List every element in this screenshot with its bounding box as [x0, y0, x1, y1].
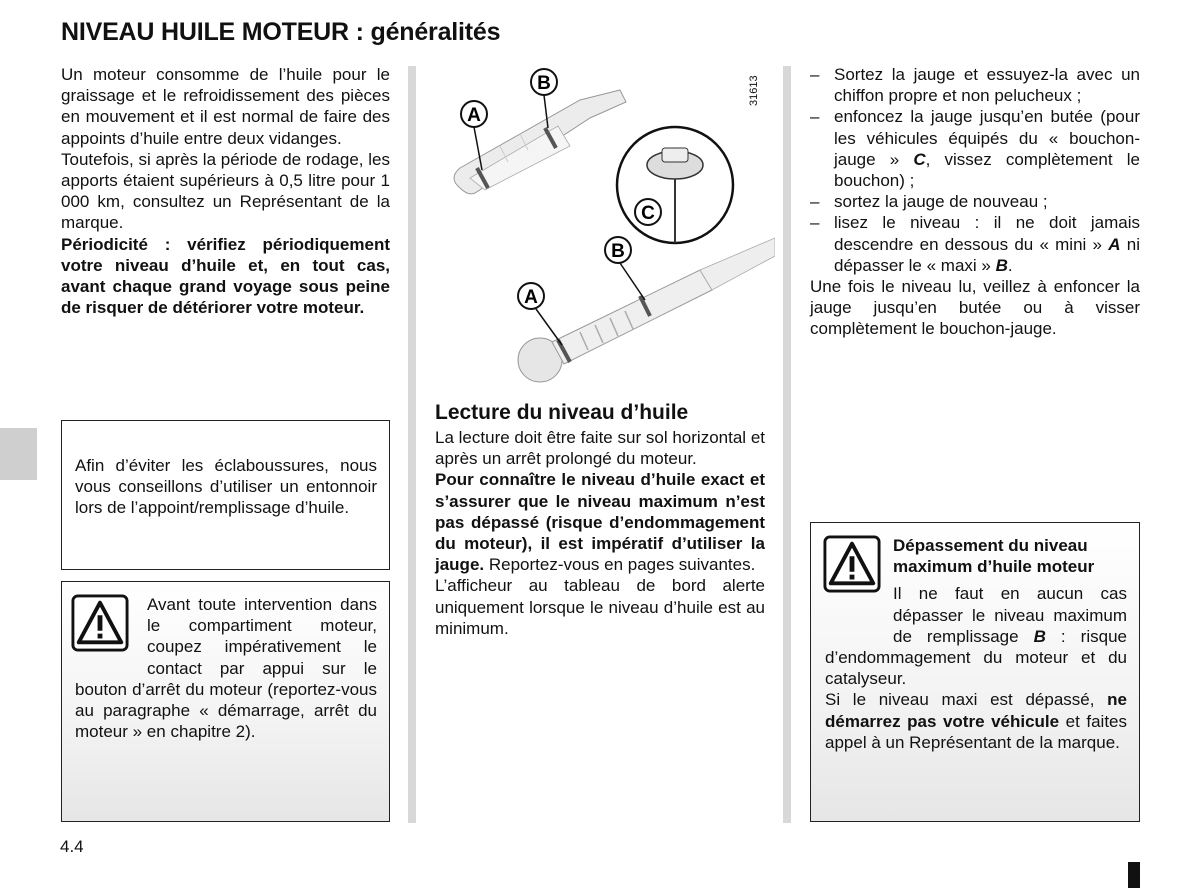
label-b-bottom: B — [611, 241, 625, 262]
warning-box-left — [61, 581, 390, 822]
page-number: 4.4 — [60, 837, 84, 856]
lower-dipstick — [518, 238, 775, 382]
label-b-top: B — [537, 73, 551, 94]
step-4: – lisez le niveau : il ne doit jamais descendre en dessous du « mini » A ni dépasser le « maxi » B. — [810, 213, 1140, 275]
warning-right-p2: Si le niveau maxi est dépassé, ne démarrez pas votre véhicule et faites appel à un Représentant de la marque. — [825, 690, 1127, 752]
after-reading-paragraph: Une fois le niveau lu, veillez à enfoncer la jauge jusqu’en butée ou à visser complètement le bouchon-jauge. — [810, 277, 1140, 339]
dipstick-cap-detail — [617, 127, 733, 243]
note-box — [61, 420, 390, 570]
step-2: – enfoncez la jauge jusqu’en butée (pour les véhicules équipés du « bouchon-jauge » C, vissez complètement le bouchon) ; — [810, 107, 1140, 191]
warning-right-title: Dépassement du niveau maximum d’huile moteur — [893, 536, 1095, 577]
column-divider-right — [783, 66, 791, 823]
warning-text-right — [825, 535, 1127, 753]
left-column-text — [61, 64, 390, 318]
label-a-top: A — [467, 105, 481, 126]
label-a-bottom: A — [524, 287, 538, 308]
reading-paragraph-3: L’afficheur au tableau de bord alerte uniquement lorsque le niveau d’huile est au minimum. — [435, 576, 765, 638]
reading-heading: Lecture du niveau d’huile — [435, 401, 689, 424]
reading-paragraph-1: La lecture doit être faite sur sol horizontal et après un arrêt prolongé du moteur. — [435, 428, 765, 469]
warning-text-left: Avant toute intervention dans le compartiment moteur, coupez impérativement le contact par appui sur le bouton d’arrêt du moteur (reportez-vous au paragraphe « démarrage, arrêt du moteur » en chapitre 2). — [75, 595, 377, 742]
middle-column-text — [435, 427, 765, 639]
step-1: – Sortez la jauge et essuyez-la avec un chiffon propre et non pelucheux ; — [810, 65, 1140, 106]
right-column-text — [810, 64, 1140, 340]
page-edge-marker — [1128, 862, 1140, 888]
periodicity-paragraph: Périodicité : vérifiez périodiquement votre niveau d’huile et, en tout cas, avant chaque grand voyage sous peine de risquer de détériorer votre moteur. — [61, 234, 390, 318]
rodage-paragraph: Toutefois, si après la période de rodage, les apports étaient supérieurs à 0,5 litre pour 1 000 km, consultez un Représentant de la marque. — [61, 149, 390, 233]
page-title: NIVEAU HUILE MOTEUR : généralités — [61, 18, 501, 46]
intro-paragraph: Un moteur consomme de l’huile pour le graissage et le refroidissement des pièces en mouvement et il est normal de faire des appoints d’huile entre deux vidanges. — [61, 65, 390, 148]
note-text: Afin d’éviter les éclaboussures, nous vous conseillons d’utiliser un entonnoir lors de l’appoint/remplissage d’huile. — [75, 456, 377, 518]
reading-paragraph-2: Pour connaître le niveau d’huile exact et s’assurer que le niveau maximum n’est pas dépassé (risque d’endommagement du moteur), il est impératif d’utiliser la jauge. Reportez-vous en pages suivantes. — [435, 470, 765, 575]
column-divider-left — [408, 66, 416, 823]
label-c: C — [641, 203, 655, 224]
dipstick-illustration — [430, 60, 775, 390]
illustration-ref: 31613 — [748, 75, 760, 106]
warning-box-right — [810, 522, 1140, 822]
chapter-tab — [0, 428, 37, 480]
step-3: – sortez la jauge de nouveau ; — [810, 192, 1048, 212]
warning-right-p1: Il ne faut en aucun cas dépasser le niveau maximum de remplissage B : risque d’endommagement du moteur et du catalyseur. — [825, 584, 1127, 689]
